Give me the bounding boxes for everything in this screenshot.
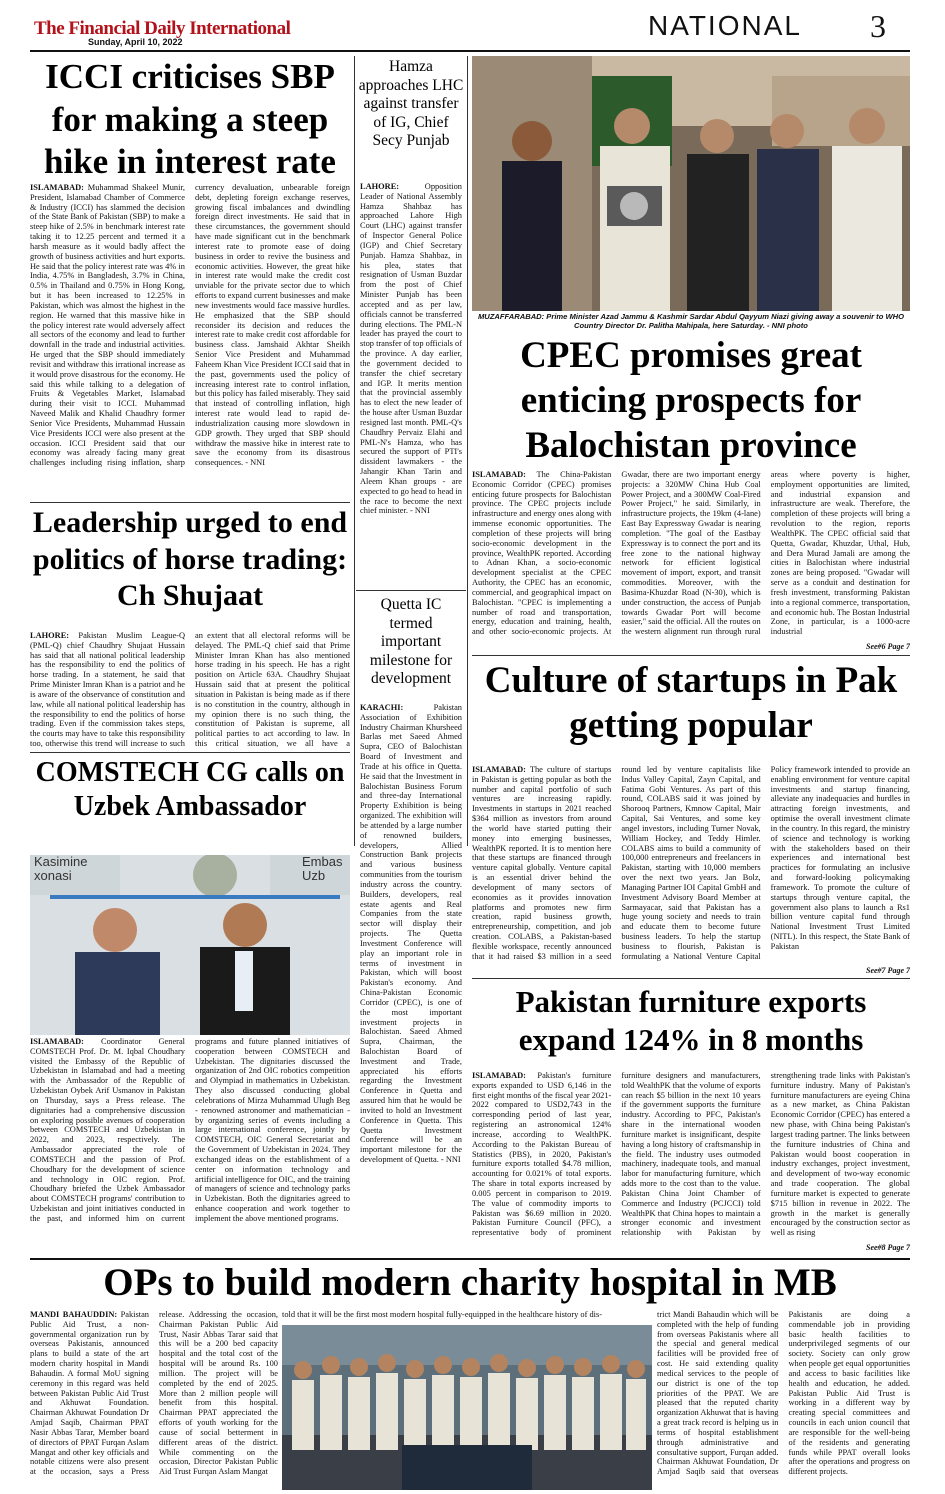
article-text: Coordinator General COMSTECH Prof. Dr. M. Iqbal Choudhary visited the Embassy of the Republic of Uzbekistan in Islamabad and had a meeting with the Ambassador of the Republic of Uzbekistan Oybek Arif Usmanov in Pakistan on Thursday, says a Press release. The dignitaries had a comprehensive discussion on exploring possible avenues of cooperation between COMSTECH and Uzbekistan in 2022, and 2023, respectively. The Ambassador appreciated the role of COMSTECH and the passion of Prof. Choudhary for the development of science and technology in OIC region. Prof. Choudhary briefed the Uzbek Ambassador about COMSTECH programs' contribution to Uzbekistan and joint initiatives conducted in the past, and informed him on current programs and future planned initiatives of cooperation between COMSTECH and Uzbekistan. The dignitaries discussed the organization of 2nd OIC robotics competition and Olympiad in mathematics in Uzbekistan. They also discussed conducting global celebrations of Mirza Muhammad Ulugh Beg - renowned astronomer and mathematician - by organizing series of events including a large international conference, jointly by COMSTECH, OIC General Secretariat and the Government of Uzbekistan in 2024. They exchanged ideas on the establishment of a center on information technology and artificial intelligence for OIC, and the training of managers of science and technology parks in Uzbekistan. Both the dignitaries agreed to enhance cooperation and work together to implement the above mentioned programs. [30,1037,350,1223]
photo-souvenir-image [472,56,910,311]
dateline: MANDI BAHAUDDIN: [30,1310,118,1319]
divider [472,978,910,979]
article-charity-body-left [30,1310,278,1490]
photo-backdrop-text: Embas Uzb [302,855,343,884]
article-cpec-body [472,470,910,644]
dateline: ISLAMABAD: [472,470,526,479]
column-divider [467,56,468,846]
headline-leadership: Leadership urged to end politics of horse trading: Ch Shujaat [32,506,348,613]
divider [356,590,466,591]
headline-cpec: CPEC promises great enticing prospects for Balochistan province [520,335,862,467]
dateline: LAHORE: [360,182,400,191]
photo-charity-mou [282,1325,652,1490]
photo-comstech [30,855,350,1035]
divider [472,655,910,656]
see-continuation: See#6 Page 7 [866,642,910,651]
article-startups-body [472,765,910,965]
article-text: Pakistan's furniture exports expanded to USD 6,146 in the first eight months of the fiscal year 2021-2022 compared to USD2,743 in the corresponding period of last year, registering an astronomical 124% increase, according to WealthPK. According to the Pakistan Bureau of Statistics (PBS), in 2020, Pakistan's furniture exports totalled $4.78 million, accounting for 0.021% of total exports. The share in total exports increased by 0.005 percent in comparison to 2019. The value of commodity imports to Pakistan was $6.69 million in 2020. Pakistan Furniture Council (PFC), a representative body of prominent furniture designers and manufacturers, told WealthPK that the volume of exports can reach $5 billion in the next 10 years if the government supports the furniture industry. According to PFC, Pakistan's share in the international wooden furniture market is insignificant, despite having a long history of craftsmanship in the field. The industry uses outmoded machinery, inadequate tools, and manual labor for manufacturing furniture, which adds more to the cost than to the value. Pakistan China Joint Chamber of Commerce and Industry (PCJCCI) told WealthPK that China hopes to maintain a stronger economic and investment relationship with Pakistan by strengthening trade links with Pakistan's furniture industry. Many of Pakistan's furniture manufacturers are eyeing China as a new market, as China Pakistan Economic Corridor (CPEC) has entered a new phase, with China being Pakistan's largest trading partner. The links between the furniture industries of China and Pakistan would boost cooperation in industry exchanges, project investment, and development of two-way economic and trade cooperation. The global furniture market is expected to generate $715 billion in revenue in 2022. The growth in the market is generally encouraged by the construction sector as well as rising [472,1071,910,1238]
article-icci-body [30,183,350,498]
article-charity-body-top: told that it will be the first most modern hospital fully-equipped in the healthcare history of dis- [282,1310,603,1319]
section-rule [30,1258,910,1260]
issue-date: Sunday, April 10, 2022 [88,37,183,47]
headline-icci: ICCI criticises SBP for making a steep hike in interest rate [44,57,336,182]
section-name: NATIONAL [648,10,802,41]
dateline: ISLAMABAD: [472,1071,526,1080]
article-furniture-body [472,1071,910,1243]
photo-souvenir-caption: MUZAFFARABAD: Prime Minister Azad Jammu & Kashmir Sardar Abdul Qayyum Niazi giving away a souvenir to WHO Country Director Dr. Palitha Mahipala, here Saturday. - NNI photo [477,313,905,330]
see-continuation: See#8 Page 7 [866,1243,910,1252]
page-number: 3 [870,8,886,44]
headline-hamza: Hamza approaches LHC against transfer of IG, Chief Secy Punjab [358,58,464,150]
article-comstech-body [30,1037,350,1249]
headline-quetta: Quetta IC termed important milestone for development [369,596,453,688]
divider [30,502,350,503]
divider [30,752,350,753]
article-quetta-body [360,703,462,1253]
photo-charity-mou-image [282,1325,652,1490]
see-continuation: See#7 Page 7 [866,966,910,975]
article-charity-body-right: trict Mandi Bahaudin which will be completed with the help of funding from overseas Pakistanis where all the special and general medical facilities will be provided free of cost. He said extending quality medical services to the people of our district is one of the top priorities of the PPAT. We are pleased that the reputed charity organization Akhuwat that is having a great track record is helping us in terms of hospital establishment through administrative and consultative support, Furqan added. Chairman Akhuwat Foundation, Dr Amjad Saqib said that overseas Pakistanis are doing a commendable job in providing basic health facilities to underprivileged segments of our society. Society can only grow when people get equal opportunities and access to basic facilities like health and education, he added. Pakistan Public Aid Trust is working in a different way by creating special committees and councils in each union council that are responsible for the well-being of the residents and generating funds while PPAT overall looks after the operations and progress on different projects. [657,1310,910,1477]
dateline: LAHORE: [30,631,70,640]
article-text: Pakistan Muslim League-Q (PML-Q) chief Chaudhry Shujaat Hussain has said that all national political leadership has the responsibility to end the politics of horse trading. In a statement, he said that Prime Minister Imran Khan is a patriot and he is aware of the observance of constitution and law, while all national political leadership has the responsibility to end the politics of horse trading. Even if the commission takes steps, the courts may have to take this responsibility too, otherwise this trend will increase to such an extent that all electoral reforms will be delayed. The PML-Q chief said that Prime Minister Imran Khan has also mentioned horse trading in his speech. He has a right position on Article 63A. Chaudhry Shujaat Hussain said that at present the political situation in Pakistan is being made as if there is no constitution in the country, although in my opinion there is no such thing, the constitution of Pakistan is supreme, all political parties to act according to law. In this critical situation, we all have a [30,631,350,749]
dateline: ISLAMABAD: [30,183,84,192]
article-text: The culture of startups in Pakistan is getting popular as both the number and capital portfolio of such ventures are increasing rapidly. Investments in startups in 2021 reached $364 million as investors from around the world have started putting their money into emerging businesses, WealthPK reported. It is to mention here that these startups are financed through venture capital globally. Venture capital is an essential driver behind the development of many sectors of economies as it provides innovation platforms and promotes new firm creation, rapid business growth, entrepreneurship, competition, and job creation. COLABS, a Pakistan-based flexible workspace, recently announced that it had raised $3 million in a seed round led by venture capitalists like Indus Valley Capital, Zayn Capital, and Fatima Gobi Ventures. As part of this round, COLABS said it was joined by Shorooq Partners, Kmnow Capital, Mair Capital, Sai Ventures, and some key angel investors, including Turner Novak, William Hockey, and Teddy Himler. COLABS aims to build a community of 100,000 entrepreneurs and freelancers in Pakistan, starting with 10,000 members over the next two years. Jan Bolz, Managing Partner IOI Capital GmbH and Investment Advisory Board Member at Sarmayacar, said that Pakistan has a huge young society and needs to train and educate them to become future business leaders. To help the startup business to flourish, Pakistan is formulating a National Venture Capital Policy framework intended to provide an enabling environment for venture capital investments and startup financing, alleviate any inadequacies and hurdles in attracting foreign investments, and optimise the overall investment climate in the country. In this regard, the ministry of science and technology is working with the stakeholders based on their experiences and international best practices for formulating an inclusive and forward-looking policymaking framework. To promote the culture of startups through venture capital, the government also plans to launch a Rs1 billion venture capital fund through National Investment Trust Limited (NITL). In this respect, the State Bank of Pakistan [472,765,910,961]
dateline: ISLAMABAD: [472,765,526,774]
dateline: ISLAMABAD: [30,1037,84,1046]
article-text: Muhammad Shakeel Munir, President, Islamabad Chamber of Commerce & Industry (ICCI) has slammed the decision of the State Bank of Pakistan (SBP) to make a steep hike of 2.5% in benchmark interest rate taking it to 12.25 percent and termed it a harsh measure as it would badly affect the growth of business activities and hurt exports. He said that the policy interest rate was 4% in India, 4.75% in Bangladesh, 3.7% in China, 0.5% in Thailand and 0.75% in Hong Kong, but it has been increased to 12.25% in Pakistan, which was almost the highest in the region. He warned that this massive hike in the policy interest rate would adversely affect all sectors of the economy and lead to further downfall in the trade and industrial activities. He urged that the SBP should immediately revisit and withdraw this irrational increase as it would prove disastrous for the economy. He said this while talking to a delegation of Fruits & Vegetables Market, Islamabad during their visit to ICCI. Muhammad Naveed Malik and Khalid Chaudhry former Senior Vice Presidents, Muhammad Hussain Vice Presidents ICCI were also present at the occasion. ICCI President said that our economy was already facing many great challenges including rising inflation, sharp currency devaluation, unbearable foreign debt, depleting foreign exchange reserves, growing fiscal imbalances and dwindling foreign direct investments. He said that in these circumstances, the government should have made significant cut in the benchmark interest rate to promote ease of doing business in order to revive the business and economic activities. However, the great hike in interest rate would make the credit cost unviable for the private sector due to which efforts to expand current businesses and make new investments would face massive hurdles. He emphasized that the SBP should reconsider its decision and reduces the interest rate to make credit cost affordable for business class. Jamshaid Akhtar Sheikh Senior Vice President and Muhammad Faheem Khan Vice President ICCI said that in the past, governments used the policy of increasing interest rate to control inflation, but this policy has failed miserably. They said that instead of controlling inflation, high interest rate would lead to rapid de-industrialization causing more slowdown in GDP growth. They urged that SBP should withdraw the massive hike in interest rate to save the economy from its disastrous consequences. - NNI [30,183,350,468]
headline-charity-hospital: OPs to build modern charity hospital in MB [103,1262,837,1304]
article-hamza-body [360,182,462,587]
headline-furniture: Pakistan furniture exports expand 124% in 8 months [515,984,867,1057]
headline-startups: Culture of startups in Pak getting popular [484,660,898,747]
headline-comstech: COMSTECH CG calls on Uzbek Ambassador [35,757,345,823]
masthead-title: The Financial Daily International [34,18,291,39]
article-text: Pakistan Association of Exhibition Industry Chairman Khursheed Barlas met Saeed Ahmed Supra, CEO of Balochistan Board of Investment and Trade at his office in Quetta. He said that the Investment in Balochistan Business Forum and three-day International Property Exhibition is being organized. The exhibition will be attended by a large number of renowned builders, developers, Allied Construction Bank projects and various business communities from the tourism industry across the country. Builders, developers, real estate agents and Real Companies from the state sector will display their projects. The Quetta Investment Conference will play an important role in terms of investment in Pakistan, which will boost Pakistan's economy. And China-Pakistan Economic Corridor (CPEC), is one of the most important investment projects in Balochistan. Saeed Ahmed Supra, Chairman, the Balochistan Board of Investment and Trade, appreciated his efforts regarding the Investment Conference in Quetta and assured him that he would be invited to hold an Investment Conference in Quetta. This Quetta Investment Conference will be an important milestone for the development of Quetta. - NNI [360,703,462,1165]
photo-souvenir [472,56,910,311]
article-text: Pakistan Public Aid Trust, a non-governmental organization run by overseas Pakistanis, announced plans to build a state of the art modern charity hospital in Mandi Bahaudin. A formal MoU signing ceremony in this regard was held between Pakistan Public Aid Trust and Akhuwat Foundation. Chairman Akhuwat Foundation Dr Amjad Saqib, Chairman PPAT Nasir Abbas Tarar, Member board of directors of PPAT Furqan Aslam Mangat and other key officials and notable citizens were also present at the occasion, says a Press release. Addressing the occasion, Chairman Pakistan Public Aid Trust, Nasir Abbas Tarar said that this will be a 200 bed capacity hospital and the total cost of the hospital will be around Rs. 100 million. The project will be completed by the end of 2025. More than 2 million people will benefit from this hospital. Chairman PPAT appreciated the efforts of youth working for the cause of social betterment in different areas of the district. While commenting on the occasion, Director Pakistan Public Aid Trust Furqan Aslam Mangat [30,1310,278,1477]
column-divider [354,56,355,846]
photo-backdrop-text: Kasimine xonasi [34,855,88,884]
article-leadership-body [30,631,350,749]
dateline: KARACHI: [360,703,404,712]
article-text: Opposition Leader of National Assembly Hamza Shahbaz has approached Lahore High Court (LHC) against transfer of Inspector General Police (IGP) and Chief Secretary Punjab. Hamza Shahbaz, in his plea, states that resignation of Usman Buzdar from the post of Chief Minister Punjab has been accepted and as per law, officials cannot be transferred during elections. The PML-N leader has prayed the court to stop transfer of top officials of the province. A day earlier, the government decided to transfer the chief secretary and IGP. It merits mention that the provincial assembly has to elect the new leader of the house after Usman Buzdar resigned last month. PML-Q's Chaudhry Pervaiz Elahi and PML-N's Hamza, who has secured the support of PTI's dissident lawmakers - the Jahangir Khan Tarin and Aleem Khan groups - are expected to go head to head in the race to become the next chief minister. - NNI [360,182,462,516]
masthead-rule [30,50,910,52]
article-text: The China-Pakistan Economic Corridor (CPEC) promises enticing future prospects for Balochistan province. The CPEC projects include infrastructure and energy ones along with immense economic opportunities. The completion of these projects will bring socio-economic development in the province, WealthPK reported. According to Adnan Khan, a socio-economic development specialist at the CPEC Authority, the CPEC has an economic, commercial, and geographical impact on Balochistan. "CPEC is implementing a number of road and transportation, energy, education and training, health, and other socio-economic projects. At Gwadar, there are two important energy projects: a 320MW China Hub Coal Power Project, and a 300MW Coal-Fired Power Project," he said. Similarly, in infrastructure projects, the 19km (4-lane) East Bay Expressway Gwadar is nearing completion. "The goal of the Eastbay Expressway is to connect the port and its free zone to the national highway network for efficient logistical movement of import, export, and transit commodities. Moreover, with the Basima-Khuzdar Road (N-30), which is under construction, the access of Punjab towards Gwadar Port will become easier," said the official. All the routes on the western alignment run through rural areas where poverty is higher, employment opportunities are limited, and industrial expansion and infrastructure are weak. Therefore, the completion of these projects will bring a revolution to the region, reports WealthPK. The CPEC official said that Quetta, Gwadar, Khuzdar, Uthal, Hub, and Dera Murad Jamali are among the cities in Balochistan where industrial zones are being proposed. "Gwadar will serve as a conduit and destination for fresh investment, transforming Pakistan into a regional commerce, transportation, and economic hub. The Bostan Industrial Zone, in particular, is a 1000-acre industrial [472,470,910,637]
